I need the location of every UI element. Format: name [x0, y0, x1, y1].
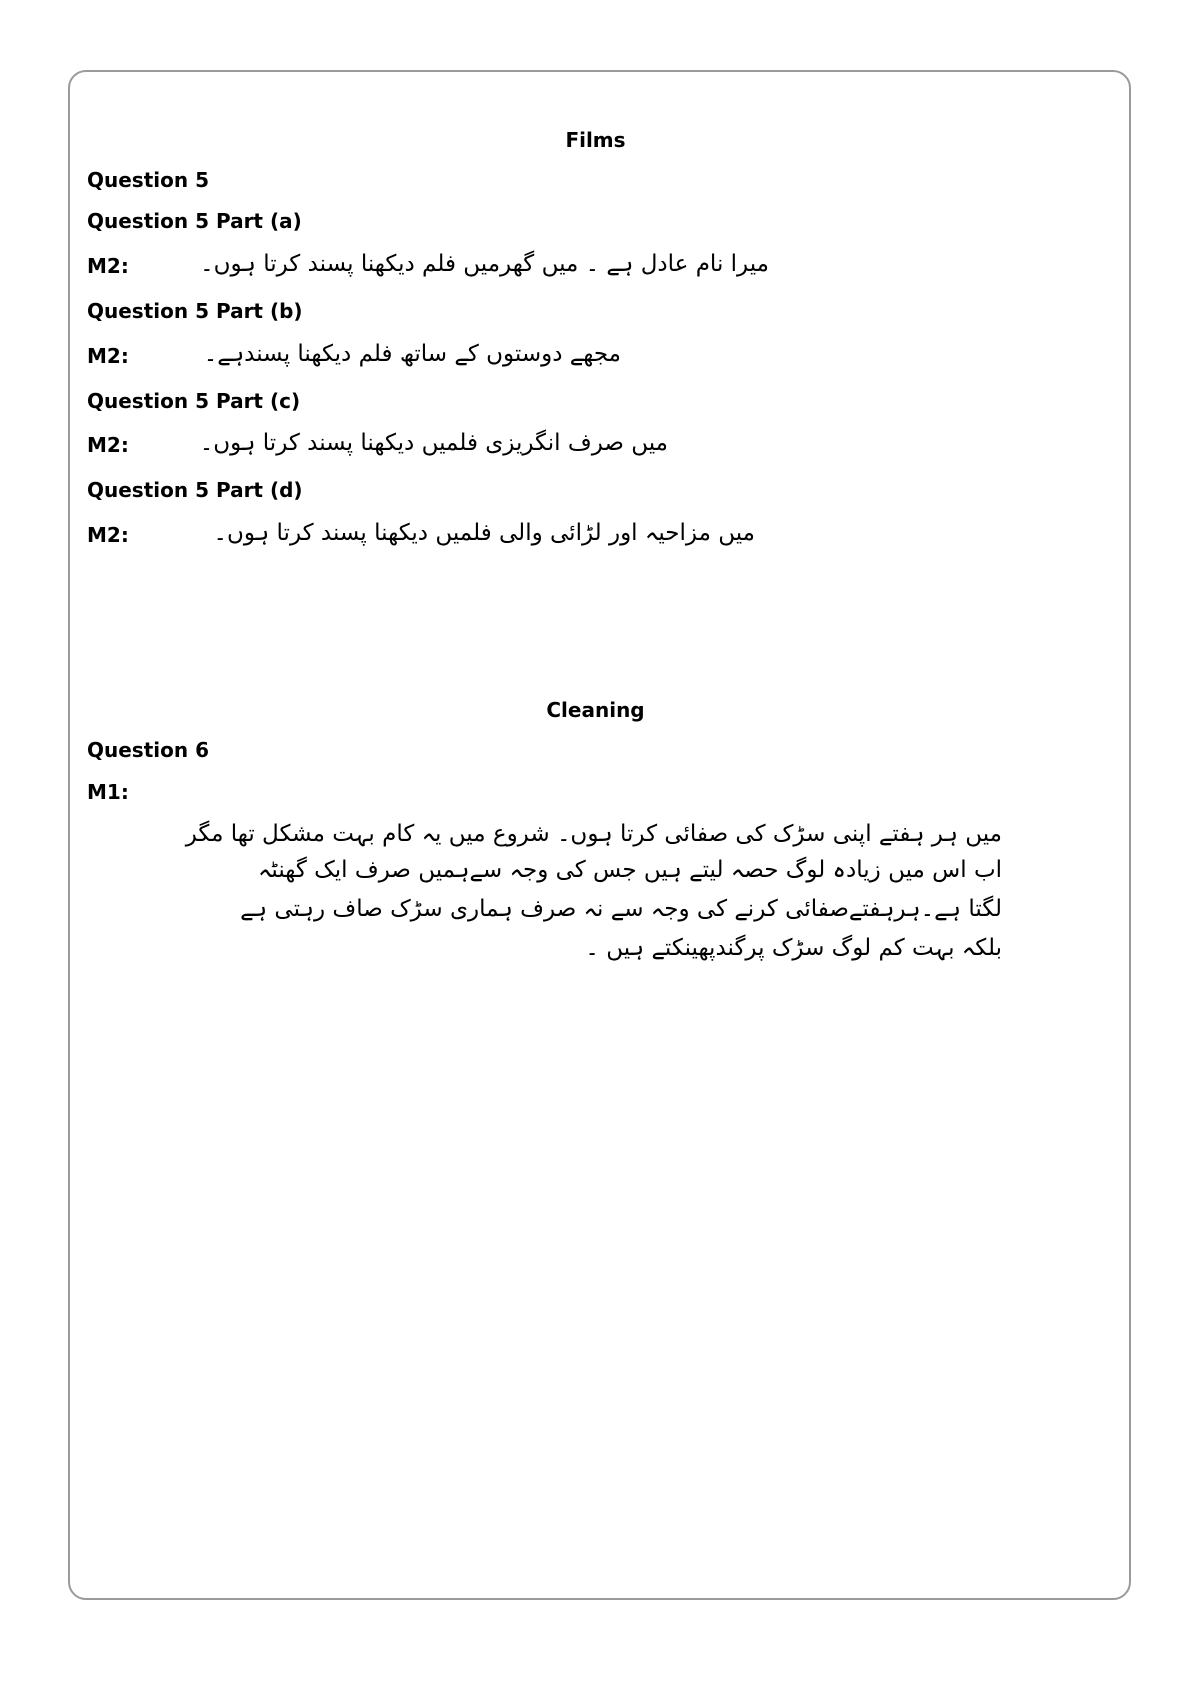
- part-c-answer: میں صرف انگریزی فلمیں دیکھنا پسند کرتا ہوں۔: [199, 430, 668, 456]
- question-heading: Question 5: [87, 168, 209, 192]
- question-heading: Question 6: [87, 738, 209, 762]
- part-d-marker: M2:: [87, 523, 129, 547]
- answer-line: اب اس میں زیادہ لوگ حصہ لیتے ہیں جس کی وجہ سےہمیں صرف ایک گھنٹہ: [257, 857, 1002, 883]
- part-a-answer: میرا نام عادل ہے ۔ میں گھرمیں فلم دیکھنا پسند کرتا ہوں۔: [200, 251, 769, 277]
- part-a-marker: M2:: [87, 254, 129, 278]
- section-title-films: Films: [565, 128, 626, 152]
- section-title-cleaning: Cleaning: [546, 698, 645, 722]
- part-b-heading: Question 5 Part (b): [87, 299, 303, 323]
- part-b-answer: مجھے دوستوں کے ساتھ فلم دیکھنا پسندہے۔: [203, 341, 621, 367]
- part-c-heading: Question 5 Part (c): [87, 389, 301, 413]
- part-c-marker: M2:: [87, 433, 129, 457]
- answer-line: بلکہ بہت کم لوگ سڑک پرگندپھینکتے ہیں ۔: [585, 935, 1002, 961]
- part-a-heading: Question 5 Part (a): [87, 209, 302, 233]
- part-b-marker: M2:: [87, 344, 129, 368]
- part-d-answer: میں مزاحیہ اور لڑائی والی فلمیں دیکھنا پسند کرتا ہوں۔: [213, 520, 755, 546]
- answer-line: لگتا ہے۔ہرہفتےصفائی کرنے کی وجہ سے نہ صرف ہماری سڑک صاف رہتی ہے: [240, 896, 1002, 922]
- answer-line: میں ہر ہفتے اپنی سڑک کی صفائی کرتا ہوں۔ شروع میں یہ کام بہت مشکل تھا مگر: [185, 821, 1002, 847]
- answer-marker: M1:: [87, 780, 129, 804]
- part-d-heading: Question 5 Part (d): [87, 478, 303, 502]
